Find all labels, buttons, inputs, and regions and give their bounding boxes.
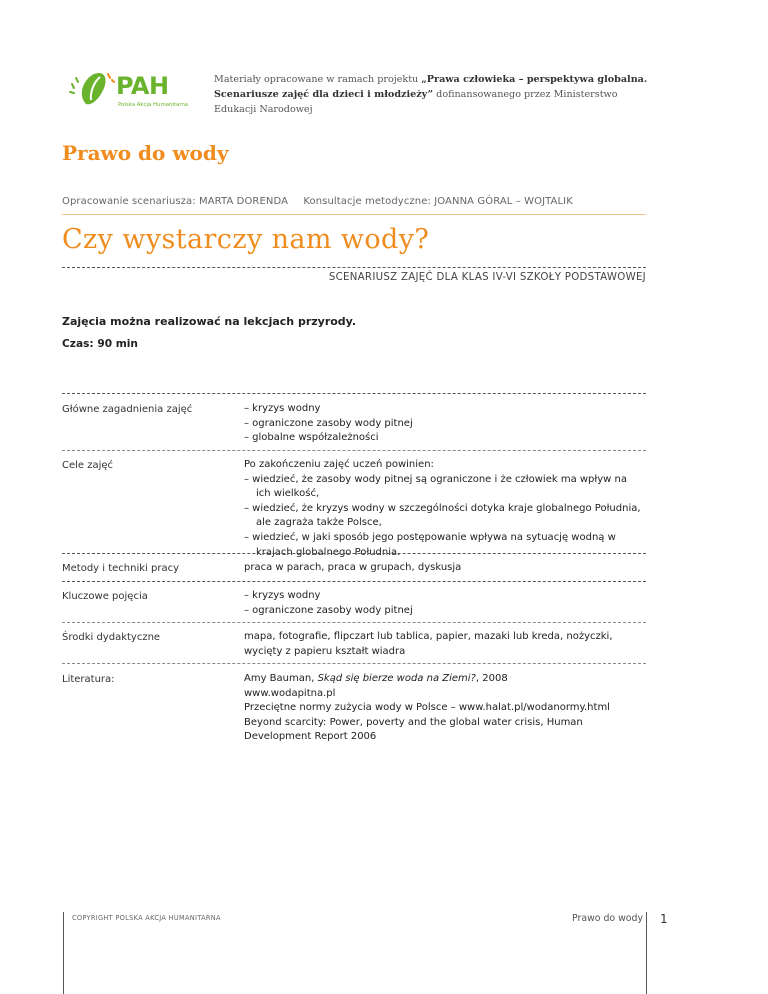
header-line3: Edukacji Narodowej [214,104,313,115]
logo-text: PAH [116,72,169,100]
page-number: 1 [660,912,668,926]
list-item: – wiedzieć, że zasoby wody pitnej są ograniczone i że człowiek ma wpływ na ich wielkość, [244,473,627,500]
lit-title: Skąd się bierze woda na Ziemi? [317,673,476,684]
lit-author: Amy Bauman, [244,673,318,684]
title-divider [62,214,646,215]
header-line2-rest: dofinansowanego przez Ministerstwo [433,89,618,100]
row-label-methods: Metody i techniki pracy [62,563,179,574]
list-item: – ograniczone zasoby wody pitnej [244,417,413,429]
project-header [214,72,654,117]
row-value-literature [244,672,644,745]
list-item: – kryzys wodny [244,590,321,601]
row-label-literature: Literatura: [62,674,115,685]
intro-subject: Zajęcia można realizować na lekcjach przyrody. [62,315,357,328]
literature-item: Przeciętne normy zużycia wody w Polsce – www.halat.pl/wodanormy.html [244,702,610,714]
footer-page-label: Prawo do wody [572,913,644,924]
list-item: – globalne współzależności [244,432,379,444]
header-line1-prefix: Materiały opracowane w ramach projektu [214,74,422,85]
row-value-materials: mapa, fotografie, flipczart lub tablica, papier, mazaki lub kreda, nożyczki, wycięty z papieru kształt wiadra [244,631,613,657]
intro-time: Czas: 90 min [62,338,138,350]
table-divider [62,663,646,664]
row-label-goals: Cele zajęć [62,460,114,471]
table-divider [62,581,646,582]
table-divider [62,553,646,554]
list-item: – wiedzieć, że kryzys wodny w szczególności dotyka kraje globalnego Południa, ale zagraża także Polsce, [244,502,641,529]
goals-intro: Po zakończeniu zajęć uczeń powinien: [244,459,434,470]
table-divider [62,393,646,394]
main-title: Czy wystarczy nam wody? [62,224,430,255]
row-label-main-topics: Główne zagadnienia zajęć [62,404,193,415]
consult-credit: Konsultacje metodyczne: JOANNA GÓRAL – WOJTALIK [303,196,573,207]
lit-year: , 2008 [475,673,508,684]
author-credit: Opracowanie scenariusza: MARTA DORENDA [62,196,289,207]
row-label-materials: Środki dydaktyczne [62,632,161,643]
table-divider [62,450,646,451]
document-title: Prawo do wody [62,141,229,165]
copyright: COPYRIGHT POLSKA AKCJA HUMANITARNA [72,914,221,922]
footer-left-line [63,912,64,994]
literature-item: Beyond scarcity: Power, poverty and the global water crisis, Human Development Report 2006 [244,716,583,743]
row-label-key-concepts: Kluczowe pojęcia [62,591,148,602]
literature-item: www.wodapitna.pl [244,687,336,699]
pah-logo [64,66,194,116]
row-value-key-concepts [244,589,644,618]
credits [62,196,573,207]
table-divider [62,622,646,623]
row-value-goals [244,458,644,560]
row-value-methods: praca w parach, praca w grupach, dyskusja [244,562,462,573]
literature-item [244,672,644,687]
logo-subtitle: Polska Akcja Humanitarna [118,102,189,108]
subtitle: SCENARIUSZ ZAJĘĆ DLA KLAS IV-VI SZKOŁY PODSTAWOWEJ [328,272,646,283]
header-line2-bold: Scenariusze zajęć dla dzieci i młodzieży” [214,89,434,100]
footer-right-line [646,912,647,994]
list-item: – ograniczone zasoby wody pitnej [244,604,413,616]
list-item: – kryzys wodny [244,403,321,414]
list-item: – wiedzieć, w jaki sposób jego postępowanie wpływa na sytuację wodną w krajach globalnego Południa. [244,531,616,558]
title-dashed-divider [62,267,646,268]
row-value-main-topics [244,402,644,446]
header-line1-bold: „Prawa człowieka – perspektywa globalna. [421,74,648,85]
